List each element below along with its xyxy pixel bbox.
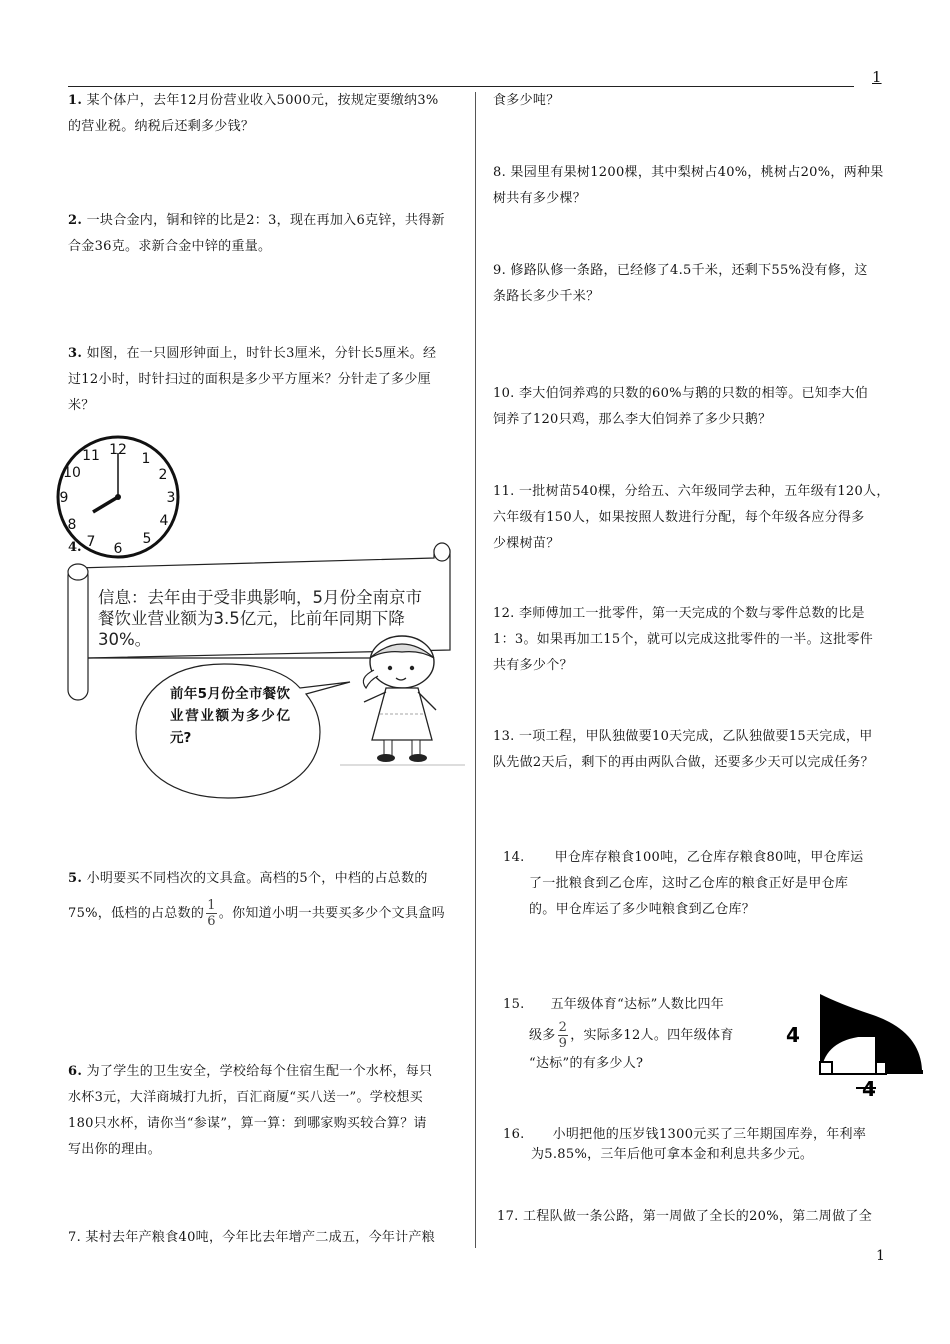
q6-number: 6.	[68, 1064, 83, 1079]
column-divider	[475, 92, 476, 1248]
q11-line-1: 11. 一批树苗540棵，分给五、六年级同学去种，五年级有120人，	[493, 484, 890, 499]
q7-line-1: 7. 某村去年产粮食40吨，今年比去年增产二成五，今年计产粮	[68, 1230, 436, 1245]
q16-number: 16.	[503, 1127, 525, 1142]
q9-line-2: 条路长多少千米？	[493, 289, 600, 304]
q5-number: 5.	[68, 871, 83, 886]
q13-line-1: 13. 一项工程，甲队独做要10天完成，乙队独做要15天完成，甲	[493, 729, 873, 744]
question-8	[493, 160, 884, 212]
question-6	[68, 1059, 432, 1163]
q1-line-1: 某个体户，去年12月份营业收入5000元，按规定要缴纳3%	[82, 93, 439, 108]
question-14	[503, 845, 863, 923]
q12-line-3: 共有多少个？	[493, 658, 573, 673]
q1-number: 1.	[68, 93, 83, 108]
geometry-figure	[780, 990, 940, 1098]
question-9	[493, 258, 868, 310]
question-10	[493, 381, 868, 433]
q15-line-2a: 级多	[529, 1028, 556, 1043]
q5-line-1: 小明要买不同档次的文具盒。高档的5个，中档的占总数的	[82, 871, 428, 886]
q8-line-2: 树共有多少棵？	[493, 191, 587, 206]
q5-line-2b: 。你知道小明一共要买多少个文具盒吗	[218, 906, 445, 921]
q5-line-2a: 75%，低档的占总数的	[68, 906, 205, 921]
q5-fraction-denominator: 6	[207, 914, 216, 929]
q7-line-2: 食多少吨？	[493, 93, 560, 108]
q2-line-1: 一块合金内，铜和锌的比是2：3，现在再加入6克锌，共得新	[82, 213, 445, 228]
q10-line-2: 饲养了120只鸡，那么李大伯饲养了多少只鹅？	[493, 412, 772, 427]
question-5	[68, 866, 445, 929]
question-1	[68, 88, 439, 140]
q10-line-1: 10. 李大伯饲养鸡的只数的60%与鹅的只数的相等。已知李大伯	[493, 386, 869, 401]
speech-bubble-text: 前年5月份全市餐饮业营业额为多少亿元?	[170, 686, 290, 746]
q15-line-3: “达标”的有多少人?	[529, 1056, 644, 1071]
clock-number-7: 7	[86, 534, 96, 550]
q8-line-1: 8. 果园里有果树1200棵，其中梨树占40%，桃树占20%，两种果	[493, 165, 884, 180]
question-16	[503, 1122, 866, 1168]
q14-number: 14.	[503, 850, 525, 865]
clock-number-12: 12	[109, 442, 127, 458]
q6-line-3: 180只水杯，请你当“参谋”，算一算：到哪家购买较合算？请	[68, 1116, 427, 1131]
scroll-info-text: 信息：去年由于受非典影响，5月份全南京市餐饮业营业额为3.5亿元，比前年同期下降30%。	[98, 588, 422, 649]
figure-label-bottom: 4	[862, 1077, 876, 1098]
clock-number-2: 2	[158, 467, 168, 483]
q5-fraction-numerator: 1	[207, 898, 216, 913]
q14-line-3: 的。甲仓库运了多少吨粮食到乙仓库？	[529, 902, 756, 917]
clock-number-8: 8	[67, 517, 77, 533]
q12-line-1: 12. 李师傅加工一批零件，第一天完成的个数与零件总数的比是	[493, 606, 865, 621]
q11-line-2: 六年级有150人，如果按照人数进行分配，每个年级各应分得多	[493, 510, 865, 525]
q9-line-1: 9. 修路队修一条路，已经修了4.5千米，还剩下55%没有修，这	[493, 263, 868, 278]
q6-line-2: 水杯3元，大洋商城打九折，百汇商厦“买八送一”。学校想买	[68, 1090, 423, 1105]
q15-fraction	[558, 1020, 569, 1051]
q3-line-1: 如图，在一只圆形钟面上，时针长3厘米，分针长5厘米。经	[82, 346, 437, 361]
page-number-bottom: 1	[876, 1248, 885, 1264]
header-rule	[68, 86, 854, 87]
page-number-top: 1	[872, 68, 882, 86]
clock-number-10: 10	[63, 465, 81, 481]
clock-number-9: 9	[59, 490, 69, 506]
clock-number-5: 5	[142, 531, 152, 547]
q11-line-3: 少棵树苗？	[493, 536, 560, 551]
q15-fraction-numerator: 2	[558, 1020, 568, 1035]
q1-line-2: 的营业税。纳税后还剩多少钱？	[68, 119, 255, 134]
q3-line-2: 过12小时，时针扫过的面积是多少平方厘米？分针走了多少厘	[68, 372, 431, 387]
q3-line-3: 米？	[68, 398, 95, 413]
girl-illustration	[340, 630, 465, 768]
q16-line-1: 小明把他的压岁钱1300元买了三年期国库券，年利率	[552, 1127, 867, 1142]
q14-line-2: 了一批粮食到乙仓库，这时乙仓库的粮食正好是甲仓库	[529, 876, 849, 891]
question-13	[493, 724, 874, 776]
question-11	[493, 479, 890, 557]
q15-fraction-denominator: 9	[558, 1036, 568, 1051]
question-15	[503, 992, 734, 1077]
q15-line-2b: ，实际多12人。四年级体育	[570, 1028, 734, 1043]
q16-line-2: 为5.85%，三年后他可拿本金和利息共多少元。	[531, 1147, 814, 1162]
question-12	[493, 601, 873, 679]
clock-number-4: 4	[159, 513, 169, 529]
clock-number-6: 6	[113, 541, 123, 557]
q2-line-2: 合金36克。求新合金中锌的重量。	[68, 239, 272, 254]
clock-number-3: 3	[166, 490, 176, 506]
question-2	[68, 208, 445, 260]
q12-line-2: 1：3。如果再加工15个，就可以完成这批零件的一半。这批零件	[493, 632, 874, 647]
q6-line-1: 为了学生的卫生安全，学校给每个住宿生配一个水杯，每只	[82, 1064, 433, 1079]
q2-number: 2.	[68, 213, 83, 228]
q5-fraction	[206, 898, 217, 929]
figure-label-left: 4	[786, 1023, 800, 1047]
question-17	[497, 1204, 872, 1230]
question-7-continued	[493, 88, 560, 114]
q3-number: 3.	[68, 346, 83, 361]
question-3	[68, 341, 436, 419]
clock-number-1: 1	[141, 451, 151, 467]
q15-line-1: 五年级体育“达标”人数比四年	[550, 997, 725, 1012]
clock-number-11: 11	[82, 448, 100, 464]
q14-line-1: 甲仓库存粮食100吨，乙仓库存粮食80吨，甲仓库运	[554, 850, 864, 865]
clock-center	[115, 494, 121, 500]
q4-number: 4.	[68, 540, 82, 555]
q13-line-2: 队先做2天后，剩下的再由两队合做，还要多少天可以完成任务？	[493, 755, 874, 770]
q6-line-4: 写出你的理由。	[68, 1142, 162, 1157]
q15-number: 15.	[503, 997, 525, 1012]
q17-line-1: 17. 工程队做一条公路，第一周做了全长的20%，第二周做了全	[497, 1209, 873, 1224]
question-7	[68, 1225, 435, 1251]
